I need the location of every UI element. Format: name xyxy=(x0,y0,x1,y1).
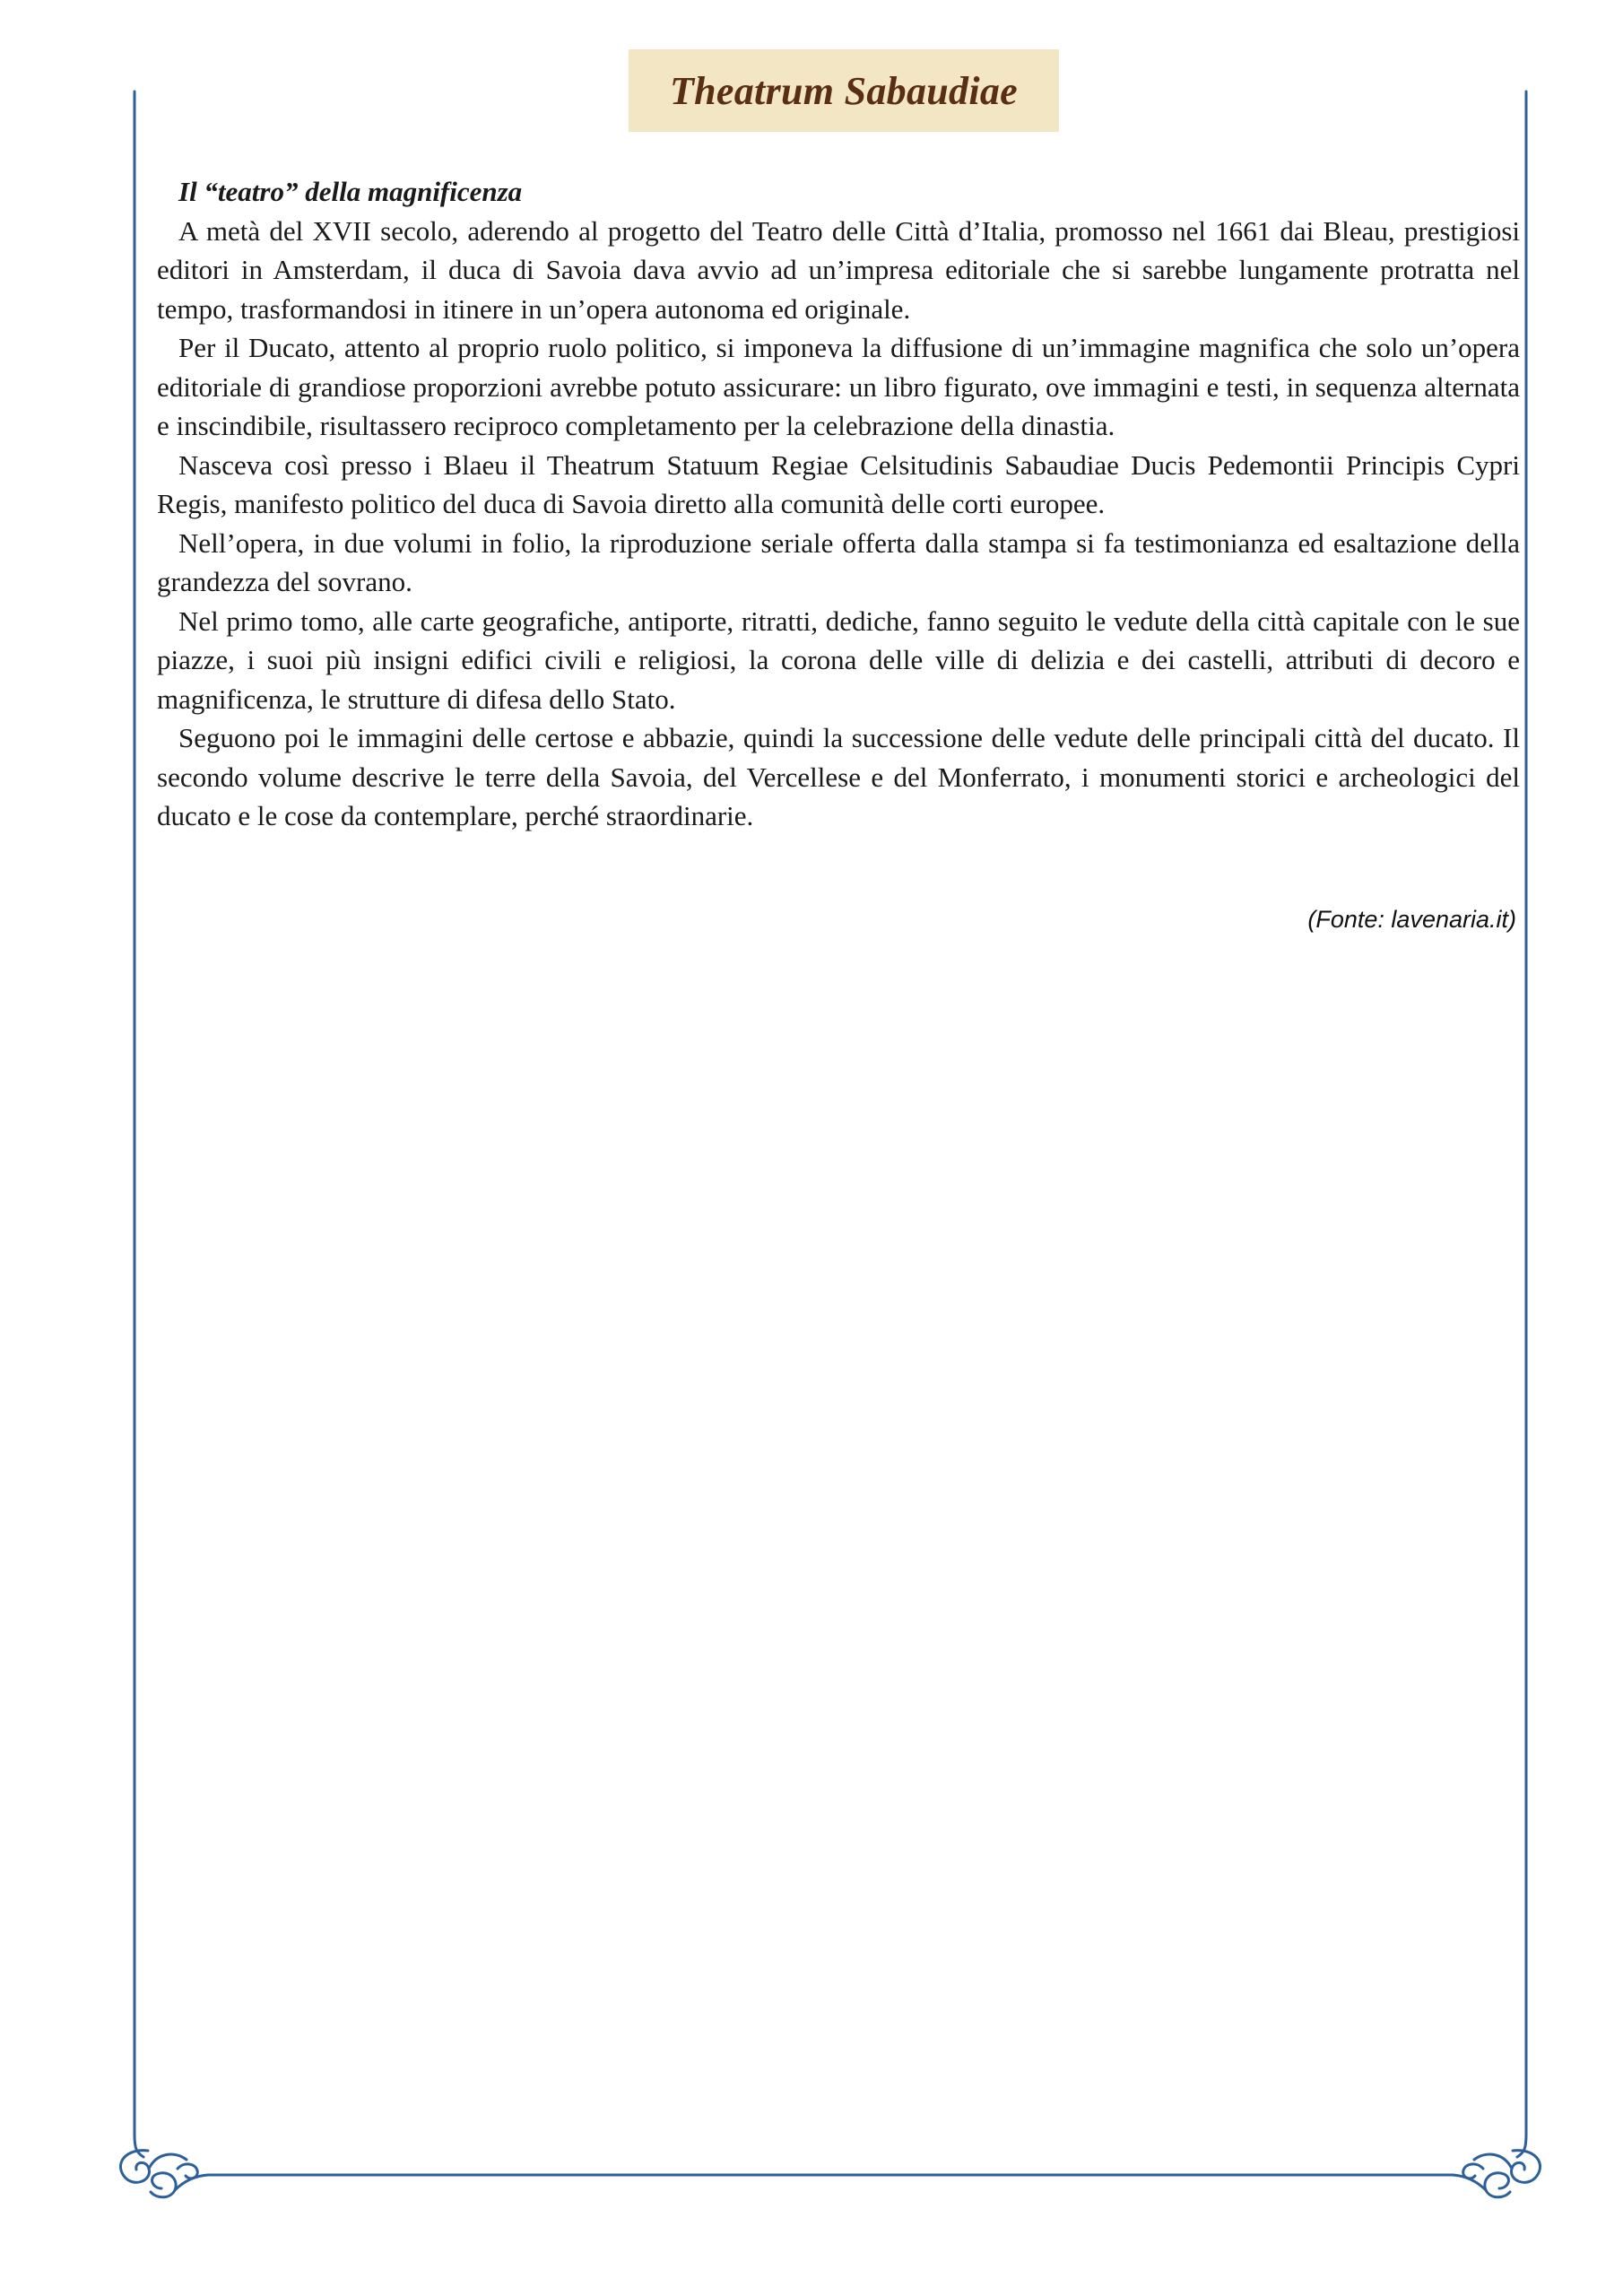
paragraph: Nell’opera, in due volumi in folio, la riproduzione seriale offerta dalla stampa si fa testimonianza ed esaltazione della grandezza del sovrano. xyxy=(157,526,1520,597)
section-heading: Il “teatro” della magnificenza xyxy=(178,176,523,207)
scroll-ornament-left-icon xyxy=(120,2135,208,2197)
paragraph: Seguono poi le immagini delle certose e abbazie, quindi la successione delle vedute delle principali città del ducato. Il secondo volume descrive le terre della Savoia, del Vercellese e del Monferrato, i monumenti storici e archeologici del ducato e le cose da contemplare, perché straordinarie. xyxy=(157,722,1520,831)
source-note: (Fonte: lavenaria.it) xyxy=(1307,906,1516,933)
scroll-ornament-right-icon xyxy=(1453,2135,1541,2197)
article-body xyxy=(157,172,1520,836)
page-title: Theatrum Sabaudiae xyxy=(669,68,1018,113)
paragraph: Per il Ducato, attento al proprio ruolo politico, si imponeva la diffusione di un’immagine magnifica che solo un’opera editoriale di grandiose proporzioni avrebbe potuto assicurare: un libro figurato, ove immagini e testi, in sequenza alternata e inscindibile, risultassero reciproco completamento per la celebrazione della dinastia. xyxy=(157,332,1520,441)
paragraph: Nasceva così presso i Blaeu il Theatrum Statuum Regiae Celsitudinis Sabaudiae Ducis Pedemontii Principis Cypri Regis, manifesto politico del duca di Savoia diretto alla comunità delle corti europee. xyxy=(157,448,1520,519)
paragraph: A metà del XVII secolo, aderendo al progetto del Teatro delle Città d’Italia, promosso nel 1661 dai Bleau, prestigiosi editori in Amsterdam, il duca di Savoia dava avvio ad un’impresa editoriale che si sarebbe lungamente protratta nel tempo, trasformandosi in itinere in un’opera autonoma ed originale. xyxy=(157,214,1520,325)
paragraph: Nel primo tomo, alle carte geografiche, antiporte, ritratti, dediche, fanno seguito le vedute della città capitale con le sue piazze, i suoi più insigni edifici civili e religiosi, la corona delle ville di delizia e dei castelli, attributi di decoro e magnificenza, le strutture di difesa dello Stato. xyxy=(157,604,1520,715)
title-banner xyxy=(629,49,1059,132)
